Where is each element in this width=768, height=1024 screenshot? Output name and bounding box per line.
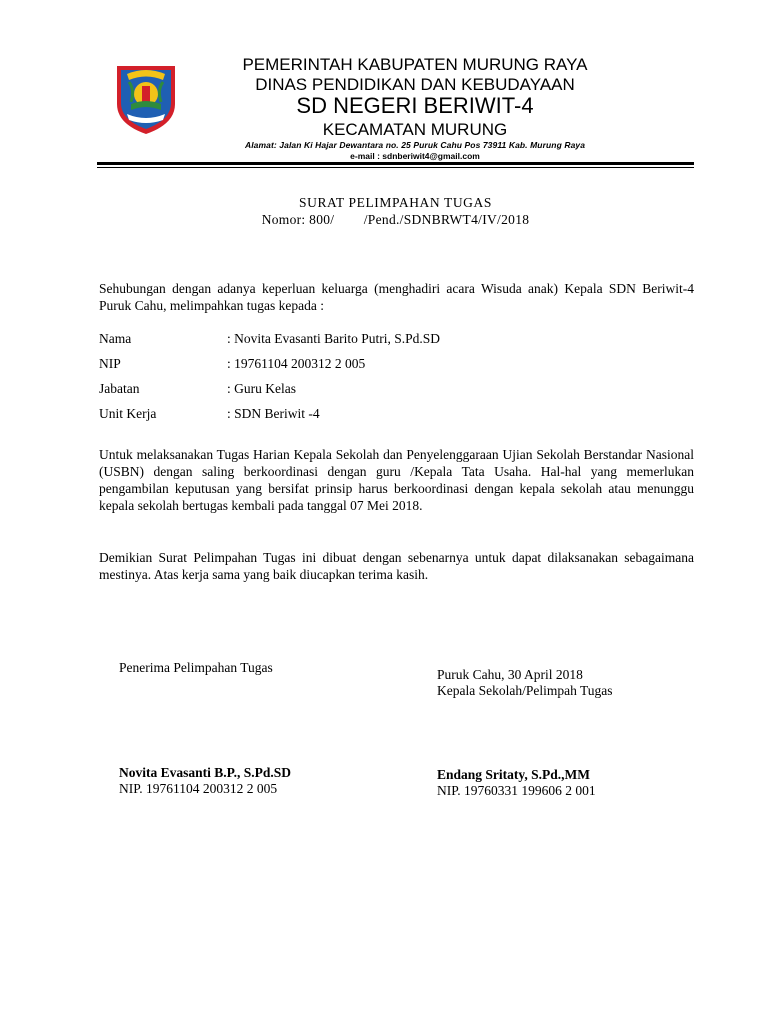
regency-emblem-logo [113, 60, 179, 136]
receiver-nip: NIP. 19761104 200312 2 005 [119, 781, 278, 796]
giver-name: Endang Sritaty, S.Pd.,MM [437, 767, 591, 782]
body-paragraph: Untuk melaksanakan Tugas Harian Kepala Sekolah dan Penyelenggaraan Ujian Sekolah Berstandar Nasional (USBN) dengan saling berkoordinasi dengan guru /Kepala Tata Usaha. Hal-hal yang memerlukan pengambilan keputusan yang bersifat prinsip harus berkoordinasi dengan kepala sekolah atau menunggu kepala sekolah bertugas kembali pada tanggal 07 Mei 2018. [99, 447, 694, 513]
field-value: : 19761104 200312 2 005 [227, 356, 366, 371]
letter-number: Nomor: 800/ /Pend./SDNBRWT4/IV/2018 [261, 212, 530, 227]
letter-title: SURAT PELIMPAHAN TUGAS [299, 195, 492, 210]
letterhead-department: DINAS PENDIDIKAN DAN KEBUDAYAAN [255, 75, 575, 94]
giver-caption: Kepala Sekolah/Pelimpah Tugas [437, 683, 613, 698]
letterhead-district: KECAMATAN MURUNG [322, 120, 508, 139]
place-date: Puruk Cahu, 30 April 2018 [437, 667, 583, 682]
letterhead-address: Alamat: Jalan Ki Hajar Dewantara no. 25 Puruk Cahu Pos 73911 Kab. Murung Raya [244, 140, 586, 150]
field-label: NIP [99, 356, 121, 371]
field-label: Unit Kerja [99, 406, 157, 421]
letterhead-school-name: SD NEGERI BERIWIT-4 [296, 93, 534, 118]
field-value: : Guru Kelas [227, 381, 296, 396]
field-value: : Novita Evasanti Barito Putri, S.Pd.SD [227, 331, 441, 346]
giver-nip: NIP. 19760331 199606 2 001 [437, 783, 596, 798]
receiver-name: Novita Evasanti B.P., S.Pd.SD [119, 765, 292, 780]
letterhead-divider-thin [97, 167, 694, 168]
letterhead-divider-thick [97, 162, 694, 165]
letterhead-government: PEMERINTAH KABUPATEN MURUNG RAYA [242, 55, 588, 74]
field-label: Nama [99, 331, 132, 346]
field-label: Jabatan [99, 381, 140, 396]
receiver-caption: Penerima Pelimpahan Tugas [119, 660, 273, 675]
intro-paragraph: Sehubungan dengan adanya keperluan keluarga (menghadiri acara Wisuda anak) Kepala SDN Beriwit-4 Puruk Cahu, melimpahkan tugas kepada : [99, 281, 694, 313]
letterhead-email: e-mail : sdnberiwit4@gmail.com [350, 151, 480, 161]
closing-paragraph: Demikian Surat Pelimpahan Tugas ini dibuat dengan sebenarnya untuk dapat dilaksanakan sebagaimana mestinya. Atas kerja sama yang baik diucapkan terima kasih. [99, 550, 694, 582]
field-value: : SDN Beriwit -4 [227, 406, 320, 421]
